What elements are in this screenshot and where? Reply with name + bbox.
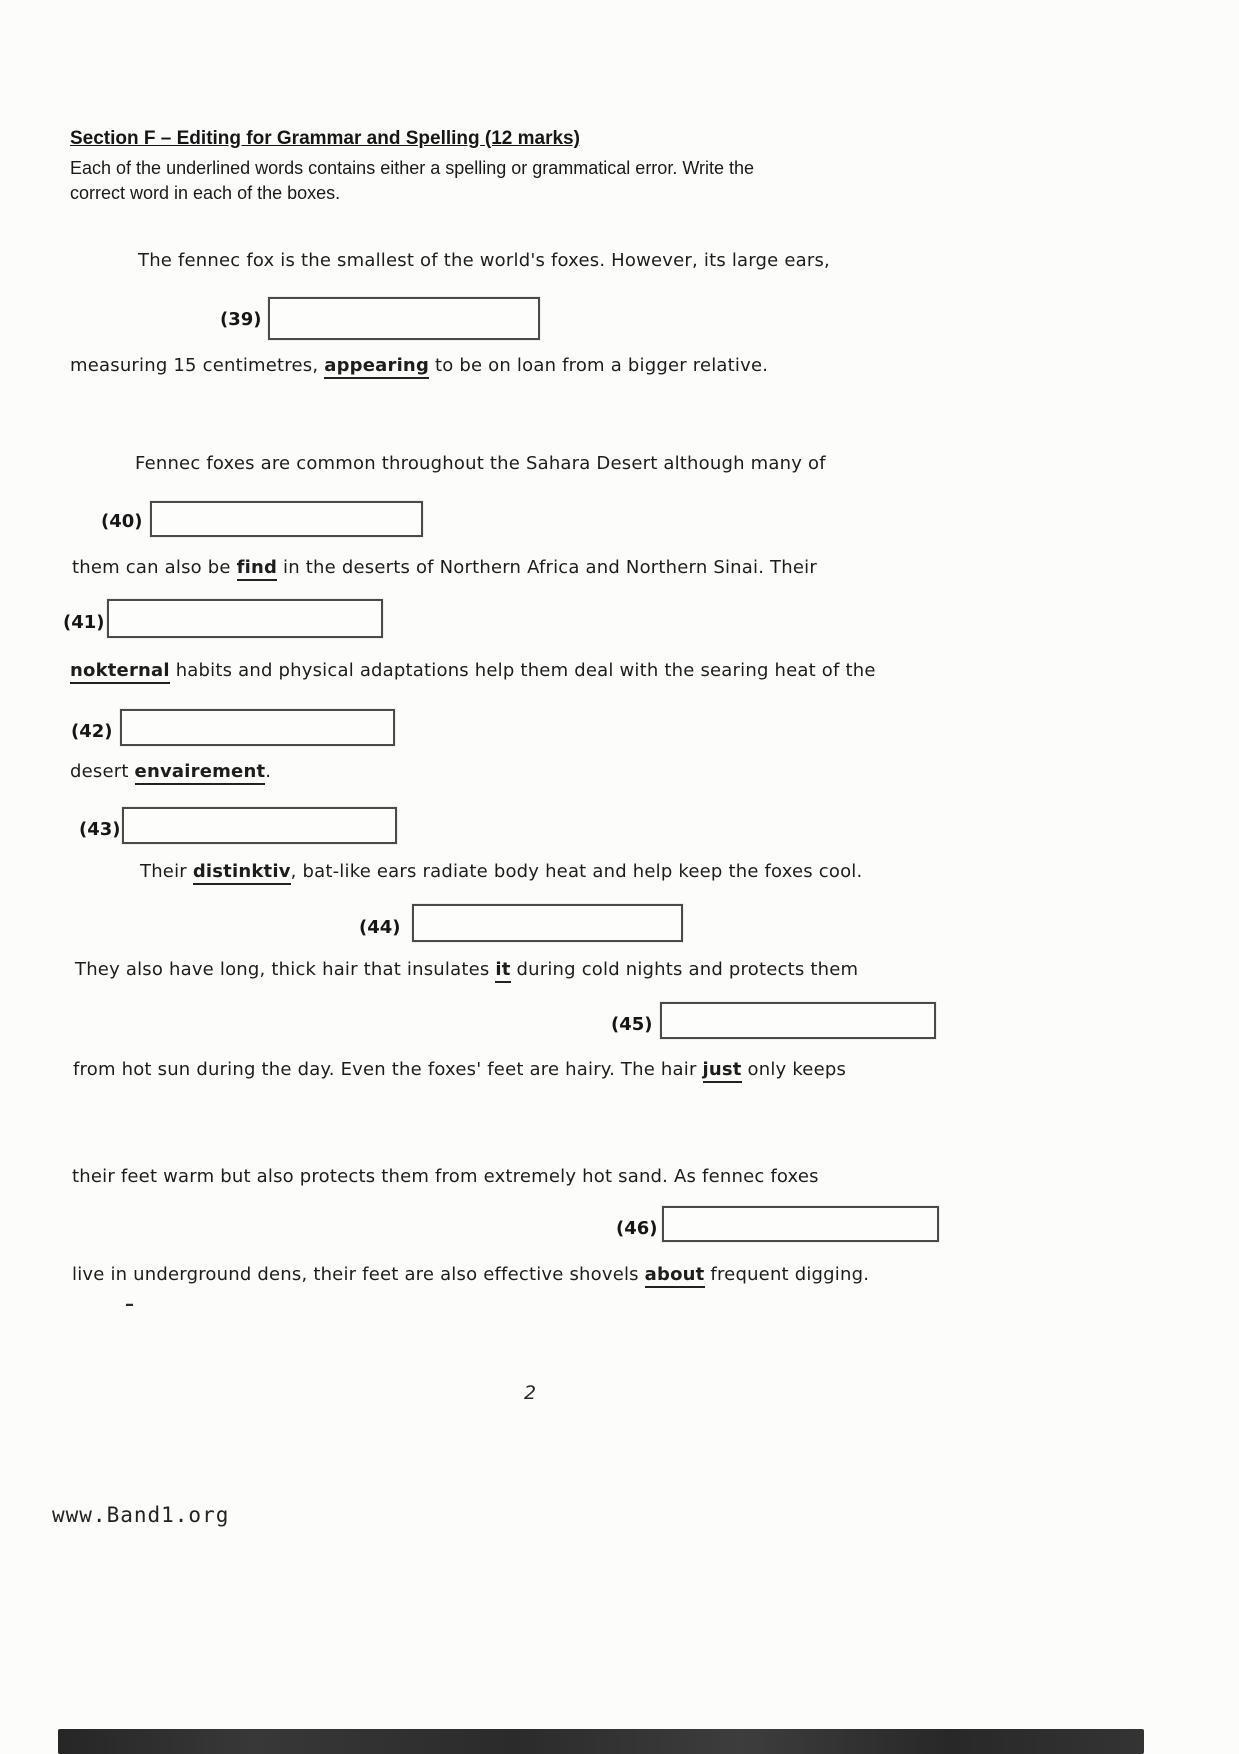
passage-text: during cold nights and protects them	[510, 959, 859, 980]
passage-line-10: their feet warm but also protects them from extremely hot sand. As fennec foxes	[72, 1166, 819, 1187]
underlined-word-it: it	[495, 959, 510, 983]
passage-text: measuring 15 centimetres,	[70, 355, 325, 376]
watermark-url: www.Band1.org	[52, 1503, 230, 1527]
page-number: 2	[524, 1382, 537, 1404]
passage-text: They also have long, thick hair that insulates	[75, 959, 496, 980]
scan-bottom-bar	[58, 1729, 1144, 1754]
passage-text: from hot sun during the day. Even the foxes' feet are hairy. The hair	[73, 1059, 703, 1080]
stray-dash-mark: –	[125, 1294, 134, 1315]
question-number-44: (44)	[359, 917, 401, 938]
question-number-41: (41)	[63, 612, 105, 633]
answer-box-41[interactable]	[107, 599, 383, 638]
answer-box-44[interactable]	[412, 904, 683, 942]
section-title: Section F – Editing for Grammar and Spelling (12 marks)	[70, 128, 580, 149]
answer-box-46[interactable]	[662, 1206, 939, 1242]
passage-line-9	[73, 1059, 846, 1080]
passage-line-4	[72, 557, 817, 578]
underlined-word-envairement: envairement	[135, 761, 266, 785]
passage-text: desert	[70, 761, 135, 782]
passage-text: them can also be	[72, 557, 237, 578]
passage-text: .	[265, 761, 272, 782]
passage-line-8	[75, 959, 858, 980]
underlined-word-about: about	[645, 1264, 705, 1288]
passage-text: only keeps	[741, 1059, 847, 1080]
underlined-word-just: just	[703, 1059, 742, 1083]
question-number-40: (40)	[101, 511, 143, 532]
passage-text: frequent digging.	[704, 1264, 870, 1285]
answer-box-42[interactable]	[120, 709, 395, 746]
instructions-line-2: correct word in each of the boxes.	[70, 183, 341, 203]
underlined-word-find: find	[237, 557, 278, 581]
passage-line-1: The fennec fox is the smallest of the world's foxes. However, its large ears,	[138, 250, 830, 271]
answer-box-40[interactable]	[150, 501, 423, 537]
passage-text: Their	[140, 861, 193, 882]
passage-line-5	[70, 660, 876, 681]
passage-line-7	[140, 861, 862, 882]
question-number-39: (39)	[220, 309, 262, 330]
passage-line-3: Fennec foxes are common throughout the Sahara Desert although many of	[135, 453, 826, 474]
passage-line-11	[72, 1264, 869, 1285]
question-number-42: (42)	[71, 721, 113, 742]
passage-line-6	[70, 761, 271, 782]
underlined-word-nokternal: nokternal	[70, 660, 170, 684]
passage-line-2	[70, 355, 768, 376]
passage-text: live in underground dens, their feet are also effective shovels	[72, 1264, 645, 1285]
underlined-word-appearing: appearing	[324, 355, 429, 379]
answer-box-45[interactable]	[660, 1002, 936, 1039]
passage-text: , bat-like ears radiate body heat and help keep the foxes cool.	[290, 861, 863, 882]
question-number-43: (43)	[79, 819, 121, 840]
instructions	[70, 156, 754, 206]
instructions-line-1: Each of the underlined words contains either a spelling or grammatical error. Write the	[70, 158, 755, 178]
passage-text: habits and physical adaptations help them deal with the searing heat of the	[169, 660, 876, 681]
question-number-46: (46)	[616, 1218, 658, 1239]
answer-box-43[interactable]	[122, 807, 397, 844]
underlined-word-distinktiv: distinktiv	[193, 861, 291, 885]
question-number-45: (45)	[611, 1014, 653, 1035]
passage-text: in the deserts of Northern Africa and Northern Sinai. Their	[277, 557, 817, 578]
answer-box-39[interactable]	[268, 297, 540, 340]
passage-text: to be on loan from a bigger relative.	[429, 355, 769, 376]
